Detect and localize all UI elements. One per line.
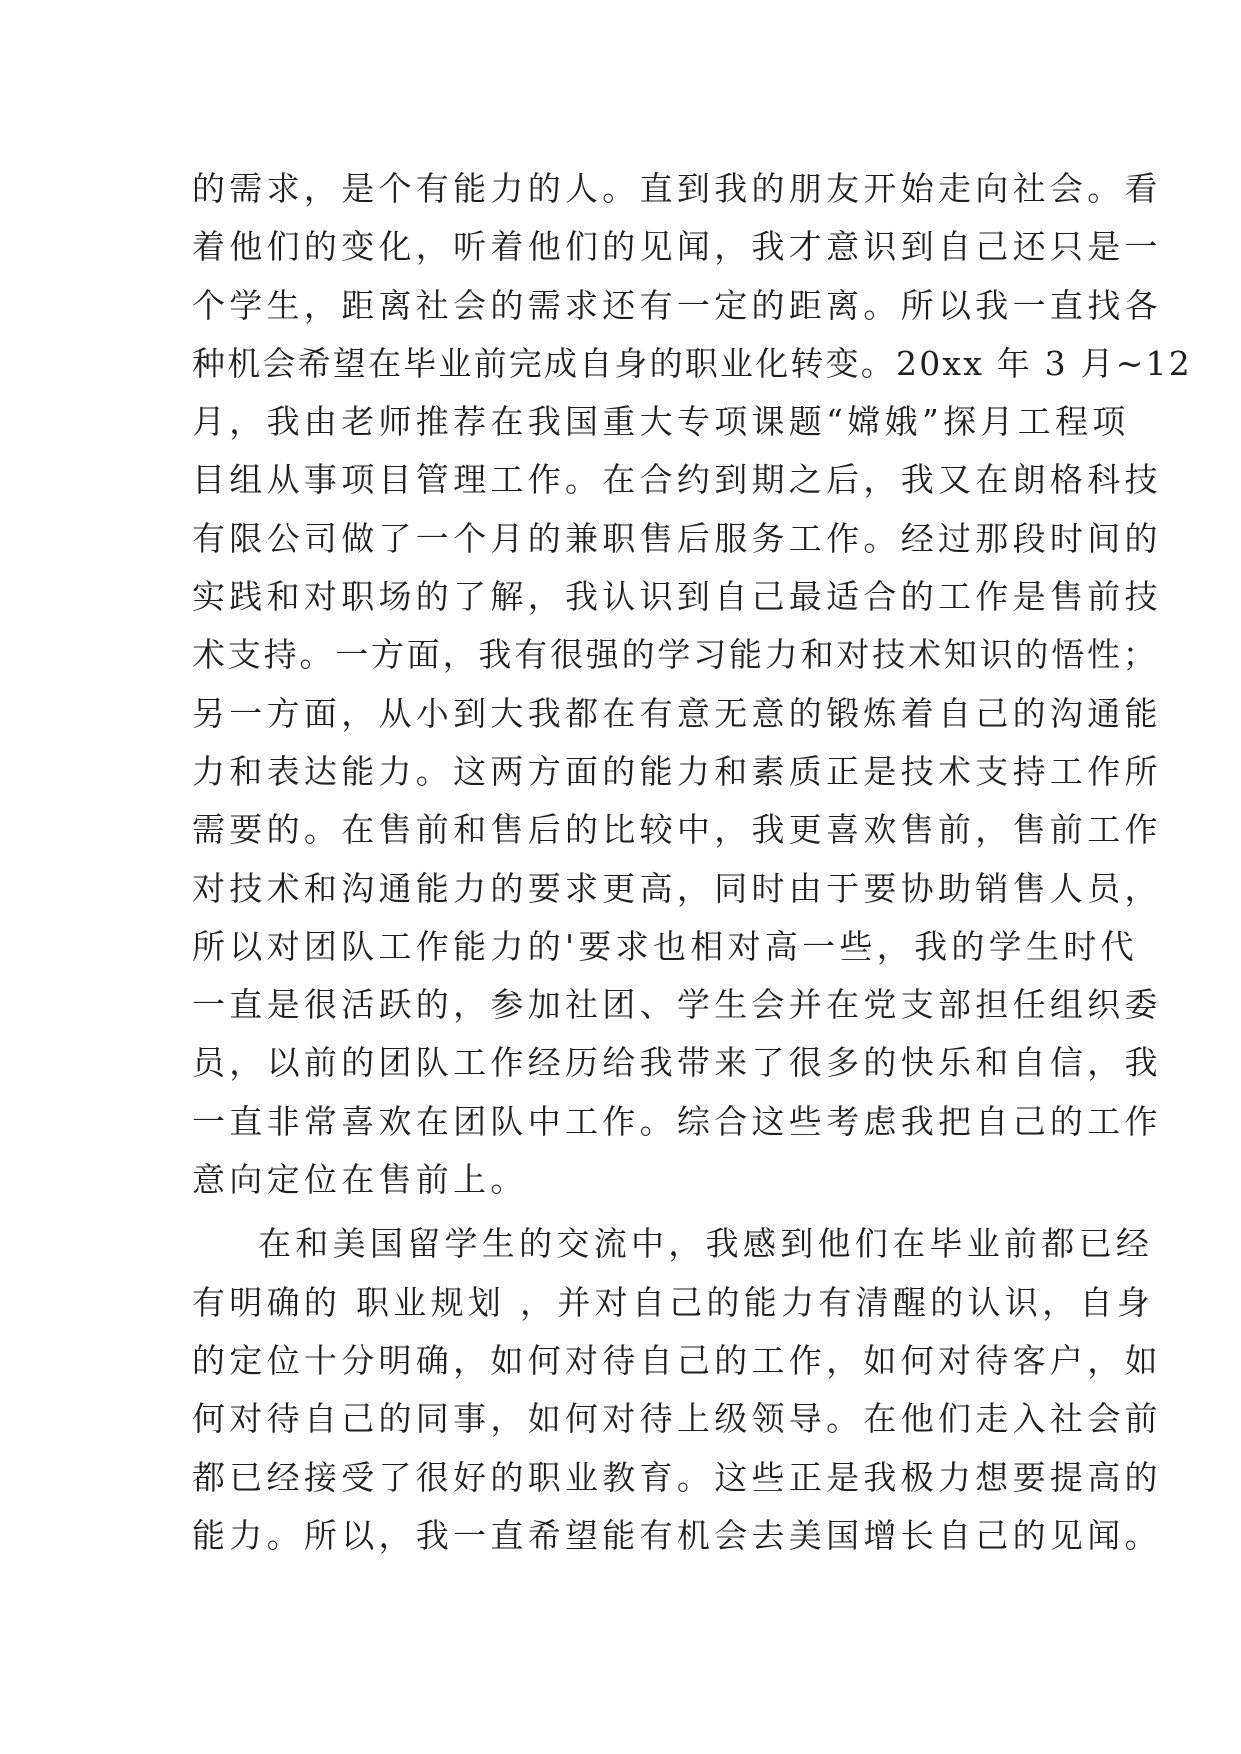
text-line: 员，以前的团队工作经历给我带来了很多的快乐和自信，我 — [192, 1043, 1162, 1083]
body-text — [192, 160, 1192, 1565]
text-line: 都已经接受了很好的职业教育。这些正是我极力想要提高的 — [192, 1457, 1162, 1497]
text-line: 有明确的 职业规划 ，并对自己的能力有清醒的认识，自身 — [192, 1282, 1155, 1322]
text-line: 力和表达能力。这两方面的能力和素质正是技术支持工作所 — [192, 751, 1162, 791]
paragraph-2 — [192, 1215, 1162, 1565]
text-line: 需要的。在售前和售后的比较中，我更喜欢售前，售前工作 — [192, 810, 1162, 850]
text-line: 所以对团队工作能力的'要求也相对高一些，我的学生时代 — [192, 926, 1138, 966]
text-line: 着他们的变化，听着他们的见闻，我才意识到自己还只是一 — [192, 227, 1162, 267]
text-line: 的定位十分明确，如何对待自己的工作，如何对待客户，如 — [192, 1340, 1162, 1380]
text-line: 有限公司做了一个月的兼职售后服务工作。经过那段时间的 — [192, 518, 1162, 558]
text-line: 对技术和沟通能力的要求更高，同时由于要协助销售人员， — [192, 868, 1162, 908]
text-line: 个学生，距离社会的需求还有一定的距离。所以我一直找各 — [192, 285, 1162, 325]
text-line: 实践和对职场的了解，我认识到自己最适合的工作是售前技 — [192, 577, 1162, 617]
text-line: 月，我由老师推荐在我国重大专项课题“嫦娥”探月工程项 — [192, 402, 1130, 442]
text-line: 在和美国留学生的交流中，我感到他们在毕业前都已经 — [258, 1224, 1154, 1264]
text-line: 的需求，是个有能力的人。直到我的朋友开始走向社会。看 — [192, 169, 1162, 208]
text-line: 另一方面，从小到大我都在有意无意的锻炼着自己的沟通能 — [192, 693, 1162, 733]
text-line: 一直非常喜欢在团队中工作。综合这些考虑我把自己的工作 — [192, 1101, 1162, 1141]
text-line: 一直是很活跃的，参加社团、学生会并在党支部担任组织委 — [192, 985, 1162, 1025]
text-line: 种机会希望在毕业前完成自身的职业化转变。20xx 年 3 月~12 — [192, 343, 1192, 383]
text-line: 能力。所以，我一直希望能有机会去美国增长自己的见闻。 — [192, 1515, 1162, 1555]
text-line: 意向定位在售前上。 — [192, 1160, 528, 1200]
text-line: 何对待自己的同事，如何对待上级领导。在他们走入社会前 — [192, 1399, 1162, 1439]
text-line: 目组从事项目管理工作。在合约到期之后，我又在朗格科技 — [192, 460, 1162, 500]
text-line: 术支持。一方面，我有很强的学习能力和对技术知识的悟性； — [192, 635, 1159, 675]
paragraph-1 — [192, 160, 1192, 1209]
